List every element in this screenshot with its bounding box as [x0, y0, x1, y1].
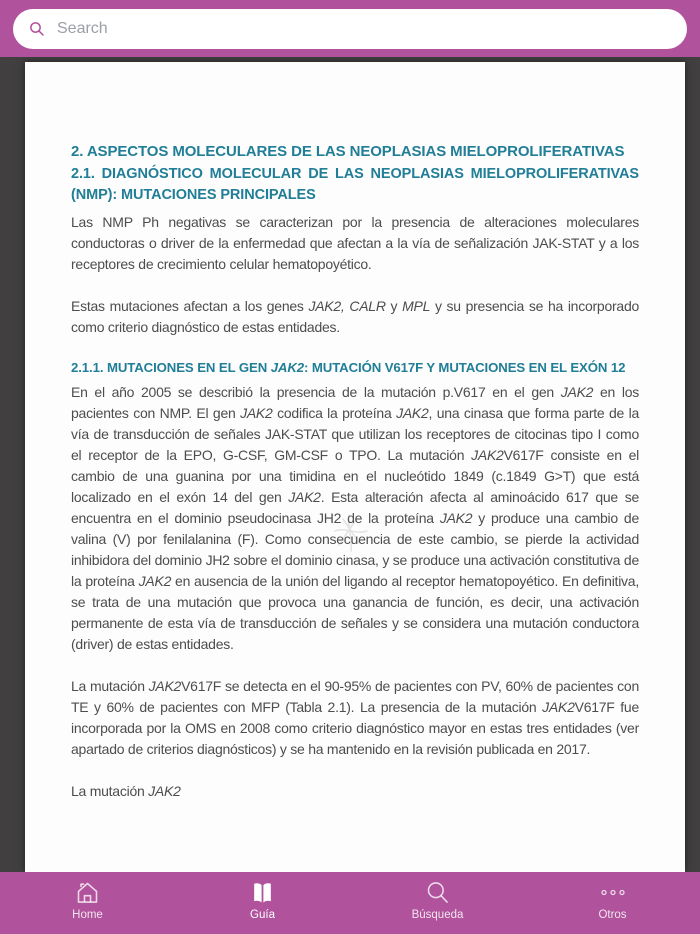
tab-guia-label: Guía	[250, 909, 275, 921]
search-tab-icon	[424, 878, 451, 906]
home-icon	[74, 878, 101, 906]
doc-heading-h2: 2.1. DIAGNÓSTICO MOLECULAR DE LAS NEOPLASIAS MIELOPROLIFERATIVAS (NMP): MUTACIONES PRINCIPALES	[71, 166, 639, 203]
search-icon	[28, 20, 46, 38]
tab-busqueda[interactable]	[350, 872, 525, 934]
top-search-bar	[0, 0, 700, 57]
doc-paragraph: Estas mutaciones afectan a los genes JAK2, CALR y MPL y su presencia se ha incorporado como criterio diagnóstico de estas entidades.	[71, 298, 640, 335]
document-content	[71, 142, 639, 802]
doc-paragraph: La mutación JAK2V617F se detecta en el 90-95% de pacientes con PV, 60% de pacientes con TE y 60% de pacientes con MFP (Tabla 2.1). La presencia de la mutación JAK2V617F fue incorporada por la OMS en 2008 como criterio diagnóstico mayor en estas tres entidades (ver apartado de criterios diagnósticos) y se ha mantenido en la revisión publicada en 2017.	[71, 678, 639, 757]
doc-heading-h1: 2. ASPECTOS MOLECULARES DE LAS NEOPLASIAS MIELOPROLIFERATIVAS	[71, 143, 625, 160]
document-viewport[interactable]	[0, 57, 700, 872]
tab-home[interactable]	[0, 872, 175, 934]
document-page	[25, 62, 685, 872]
book-icon	[249, 878, 276, 906]
search-input[interactable]	[46, 20, 677, 38]
bottom-tab-bar	[0, 872, 700, 934]
dots-icon	[598, 878, 628, 906]
tab-busqueda-label: Búsqueda	[411, 909, 464, 921]
tab-otros-label: Otros	[598, 909, 627, 921]
tab-otros[interactable]	[525, 872, 700, 934]
tab-home-label: Home	[72, 909, 103, 921]
doc-paragraph: La mutación JAK2	[71, 783, 181, 799]
tab-guia[interactable]	[175, 872, 350, 934]
doc-paragraph: Las NMP Ph negativas se caracterizan por la presencia de alteraciones moleculares conductoras o driver de la enfermedad que afectan a la vía de señalización JAK-STAT y a los receptores de crecimiento celular hematopoyético.	[71, 214, 639, 272]
doc-paragraph: En el año 2005 se describió la presencia de la mutación p.V617 en el gen JAK2 en los pacientes con NMP. El gen JAK2 codifica la proteína JAK2, una cinasa que forma parte de la vía de transducción de señales JAK-STAT que utilizan los receptores de citocinas tipo I como el receptor de la EPO, G-CSF, GM-CSF o TPO. La mutación JAK2V617F consiste en el cambio de una guanina por una timidina en el nucleótido 1849 (c.1849 G>T) que está localizado en el exón 14 del gen JAK2. Esta alteración afecta al aminoácido 617 que se encuentra en el dominio pseudocinasa JH2 de la proteína JAK2 y produce una cambio de valina (V) por fenilalanina (F). Como consecuencia de este cambio, se pierde la actividad inhibidora del dominio JH2 sobre el dominio cinasa, y se produce una activación constitutiva de la proteína JAK2 en ausencia de la unión del ligando al receptor hematopoyético. En definitiva, se trata de una mutación que provoca una ganancia de función, es decir, una activación permanente de esta vía de transducción de señales y se considera una mutación conductora (driver) de estas entidades.	[71, 384, 640, 652]
doc-heading-h3: 2.1.1. MUTACIONES EN EL GEN JAK2: MUTACIÓN V617F Y MUTACIONES EN EL EXÓN 12	[71, 360, 626, 375]
search-field[interactable]	[13, 9, 687, 49]
